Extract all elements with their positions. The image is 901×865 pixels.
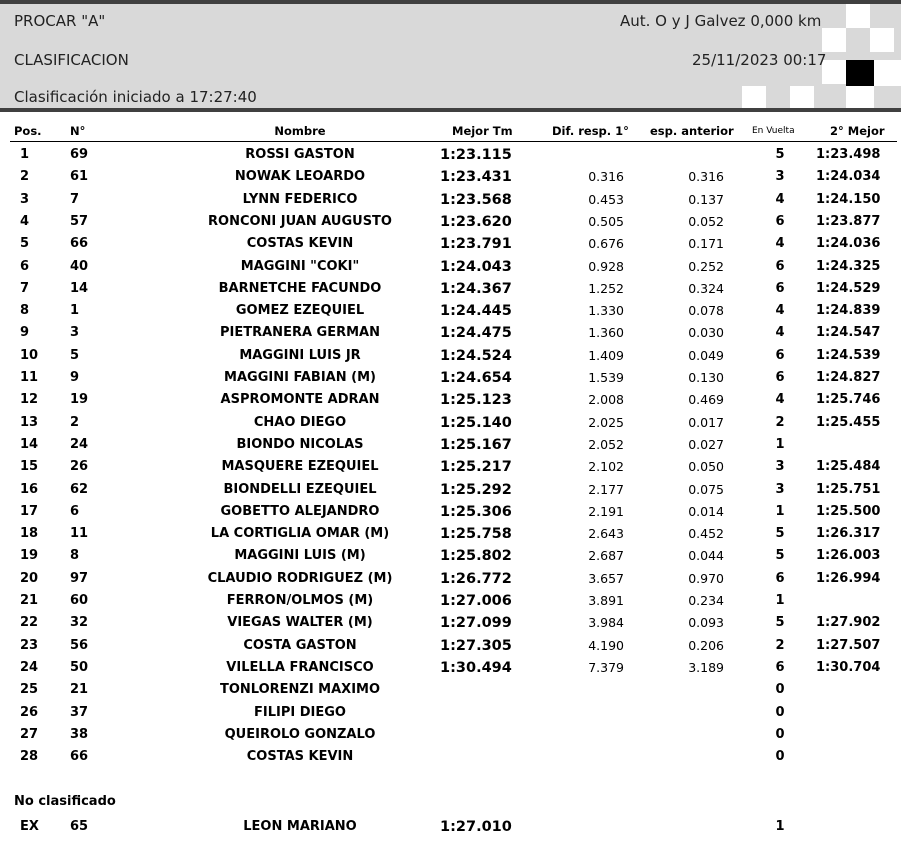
gap-first-cell: 0.316 <box>588 169 624 185</box>
car-number-cell: 5 <box>70 347 80 363</box>
second-best-cell: 1:24.839 <box>816 303 881 319</box>
gap-previous-cell: 0.030 <box>688 325 724 341</box>
gap-first-cell: 3.984 <box>588 615 624 631</box>
best-time-cell: 1:27.010 <box>440 819 512 835</box>
gap-first-cell: 0.505 <box>588 213 624 229</box>
table-row <box>0 144 901 166</box>
on-lap-cell: 5 <box>775 526 785 542</box>
table-row <box>0 256 901 278</box>
best-time-cell: 1:24.043 <box>440 258 512 275</box>
on-lap-cell: 2 <box>775 414 785 430</box>
car-number-cell: 38 <box>70 726 89 742</box>
gap-first-cell: 0.928 <box>588 258 624 274</box>
second-best-cell: 1:25.455 <box>816 414 881 430</box>
driver-name-cell: MAGGINI "COKI" <box>240 258 360 274</box>
gap-previous-cell: 0.017 <box>688 414 724 430</box>
position-cell: 21 <box>20 593 39 608</box>
second-best-cell: 1:26.994 <box>816 570 881 586</box>
on-lap-cell: 6 <box>775 280 785 296</box>
gap-previous-cell: 0.970 <box>688 570 724 586</box>
car-number-cell: 1 <box>70 303 80 319</box>
on-lap-cell: 6 <box>775 570 785 586</box>
second-best-cell: 1:25.746 <box>816 392 881 408</box>
best-time-cell: 1:27.305 <box>440 637 512 654</box>
position-cell: 20 <box>20 570 39 586</box>
on-lap-cell: 0 <box>775 682 785 698</box>
col-on-lap: En Vuelta <box>752 126 795 136</box>
on-lap-cell: 4 <box>775 303 785 319</box>
table-row <box>0 523 901 545</box>
table-row <box>0 456 901 478</box>
gap-previous-cell: 0.130 <box>688 370 724 385</box>
position-cell: 10 <box>20 347 39 363</box>
table-row <box>0 724 901 746</box>
position-cell: 26 <box>20 704 39 720</box>
driver-name-cell: RONCONI JUAN AUGUSTO <box>208 213 392 229</box>
on-lap-cell: 5 <box>775 548 785 564</box>
table-row <box>0 479 901 501</box>
car-number-cell: 32 <box>70 615 89 631</box>
position-cell: 1 <box>20 147 30 162</box>
table-row <box>0 679 901 701</box>
second-best-cell: 1:24.827 <box>816 370 881 385</box>
driver-name-cell: CHAO DIEGO <box>253 414 347 430</box>
table-row <box>0 545 901 567</box>
driver-name-cell: CLAUDIO RODRIGUEZ (M) <box>207 570 393 586</box>
best-time-cell: 1:24.475 <box>440 325 512 342</box>
table-row <box>0 389 901 411</box>
table-row <box>0 657 901 679</box>
report-header <box>0 0 901 112</box>
session-title: CLASIFICACION <box>14 51 129 69</box>
driver-name-cell: VILELLA FRANCISCO <box>226 659 374 675</box>
position-cell: 14 <box>20 436 39 452</box>
best-time-cell: 1:25.802 <box>440 548 512 565</box>
driver-name-cell: FILIPI DIEGO <box>254 704 346 720</box>
second-best-cell: 1:24.036 <box>816 236 881 252</box>
gap-first-cell: 2.008 <box>588 392 624 408</box>
table-row <box>0 233 901 255</box>
gap-first-cell: 7.379 <box>588 659 624 675</box>
gap-first-cell: 2.643 <box>588 526 624 542</box>
driver-name-cell: GOMEZ EZEQUIEL <box>235 303 365 319</box>
best-time-cell: 1:24.445 <box>440 303 512 320</box>
on-lap-cell: 5 <box>775 147 785 162</box>
table-row <box>0 300 901 322</box>
gap-first-cell: 2.191 <box>588 503 624 519</box>
driver-name-cell: MAGGINI LUIS (M) <box>234 548 366 564</box>
driver-name-cell: TONLORENZI MAXIMO <box>219 682 381 698</box>
gap-previous-cell: 0.234 <box>688 593 724 608</box>
gap-previous-cell: 0.014 <box>688 503 724 519</box>
best-time-cell: 1:27.099 <box>440 615 512 632</box>
position-cell: 13 <box>20 414 39 430</box>
on-lap-cell: 2 <box>775 637 785 653</box>
gap-previous-cell: 0.052 <box>688 213 724 229</box>
gap-previous-cell: 0.044 <box>688 548 724 564</box>
gap-previous-cell: 0.452 <box>688 526 724 542</box>
second-best-cell: 1:30.704 <box>816 659 881 675</box>
car-number-cell: 37 <box>70 704 89 720</box>
table-row <box>0 590 901 612</box>
table-row <box>0 189 901 211</box>
car-number-cell: 9 <box>70 370 80 385</box>
on-lap-cell: 0 <box>775 726 785 742</box>
table-row <box>0 568 901 590</box>
second-best-cell: 1:24.034 <box>816 169 881 185</box>
position-cell: 4 <box>20 213 30 229</box>
position-cell: 22 <box>20 615 39 631</box>
second-best-cell: 1:23.877 <box>816 213 881 229</box>
car-number-cell: 24 <box>70 436 89 452</box>
on-lap-cell: 6 <box>775 347 785 363</box>
table-row <box>0 412 901 434</box>
best-time-cell: 1:30.494 <box>440 659 512 676</box>
col-pos: Pos. <box>14 124 42 138</box>
gap-previous-cell: 0.075 <box>688 481 724 497</box>
gap-first-cell: 2.025 <box>588 414 624 430</box>
driver-name-cell: FERRON/OLMOS (M) <box>226 593 374 608</box>
not-classified-title: No clasificado <box>14 794 116 809</box>
best-time-cell: 1:25.217 <box>440 459 512 476</box>
on-lap-cell: 4 <box>775 325 785 341</box>
position-cell: 6 <box>20 258 30 274</box>
gap-first-cell: 2.177 <box>588 481 624 497</box>
col-gap-first: Dif. resp. 1° <box>552 124 629 138</box>
best-time-cell: 1:25.140 <box>440 414 512 431</box>
position-cell: 25 <box>20 682 39 698</box>
best-time-cell: 1:24.367 <box>440 280 512 297</box>
position-cell: EX <box>20 819 39 834</box>
table-row <box>0 746 901 768</box>
car-number-cell: 57 <box>70 213 89 229</box>
car-number-cell: 65 <box>70 819 89 834</box>
car-number-cell: 14 <box>70 280 89 296</box>
table-row <box>0 702 901 724</box>
col-name: Nombre <box>274 124 326 138</box>
position-cell: 18 <box>20 526 39 542</box>
gap-first-cell: 0.676 <box>588 236 624 252</box>
best-time-cell: 1:23.115 <box>440 147 512 163</box>
driver-name-cell: QUEIROLO GONZALO <box>224 726 376 742</box>
car-number-cell: 62 <box>70 481 89 497</box>
second-best-cell: 1:25.484 <box>816 459 881 475</box>
car-number-cell: 8 <box>70 548 80 564</box>
best-time-cell: 1:27.006 <box>440 593 512 609</box>
second-best-cell: 1:26.317 <box>816 526 881 542</box>
on-lap-cell: 4 <box>775 191 785 207</box>
car-number-cell: 6 <box>70 503 80 519</box>
second-best-cell: 1:25.751 <box>816 481 881 497</box>
report-datetime: 25/11/2023 00:17 <box>692 51 827 69</box>
gap-previous-cell: 0.078 <box>688 303 724 319</box>
best-time-cell: 1:23.791 <box>440 236 512 253</box>
best-time-cell: 1:23.568 <box>440 191 512 208</box>
driver-name-cell: GOBETTO ALEJANDRO <box>220 503 380 519</box>
position-cell: 23 <box>20 637 39 653</box>
on-lap-cell: 1 <box>775 503 785 519</box>
position-cell: 11 <box>20 370 39 385</box>
second-best-cell: 1:27.902 <box>816 615 881 631</box>
gap-first-cell: 0.453 <box>588 191 624 207</box>
on-lap-cell: 1 <box>775 436 785 452</box>
table-row <box>0 278 901 300</box>
gap-previous-cell: 0.137 <box>688 191 724 207</box>
driver-name-cell: VIEGAS WALTER (M) <box>227 615 373 631</box>
gap-previous-cell: 0.171 <box>688 236 724 252</box>
car-number-cell: 40 <box>70 258 89 274</box>
position-cell: 24 <box>20 659 39 675</box>
best-time-cell: 1:25.123 <box>440 392 512 409</box>
driver-name-cell: COSTAS KEVIN <box>246 749 354 765</box>
car-number-cell: 19 <box>70 392 89 408</box>
second-best-cell: 1:24.529 <box>816 280 881 296</box>
table-row <box>0 322 901 344</box>
position-cell: 8 <box>20 303 30 319</box>
best-time-cell: 1:25.167 <box>440 436 512 453</box>
header-bottom-border <box>0 108 901 112</box>
table-row <box>0 211 901 233</box>
driver-name-cell: MASQUERE EZEQUIEL <box>221 459 379 475</box>
best-time-cell: 1:23.431 <box>440 169 512 186</box>
driver-name-cell: LA CORTIGLIA OMAR (M) <box>210 526 390 542</box>
second-best-cell: 1:27.507 <box>816 637 881 653</box>
car-number-cell: 50 <box>70 659 89 675</box>
driver-name-cell: LEON MARIANO <box>243 819 357 834</box>
gap-previous-cell: 0.469 <box>688 392 724 408</box>
driver-name-cell: BIONDELLI EZEQUIEL <box>223 481 377 497</box>
on-lap-cell: 3 <box>775 481 785 497</box>
header-top-border <box>0 0 901 4</box>
gap-first-cell: 2.687 <box>588 548 624 564</box>
car-number-cell: 61 <box>70 169 89 185</box>
on-lap-cell: 4 <box>775 392 785 408</box>
header-divider <box>10 141 897 142</box>
driver-name-cell: NOWAK LEOARDO <box>234 169 366 185</box>
second-best-cell: 1:25.500 <box>816 503 881 519</box>
car-number-cell: 97 <box>70 570 89 586</box>
driver-name-cell: COSTA GASTON <box>243 637 357 653</box>
gap-previous-cell: 0.252 <box>688 258 724 274</box>
best-time-cell: 1:23.620 <box>440 213 512 230</box>
car-number-cell: 3 <box>70 325 80 341</box>
car-number-cell: 60 <box>70 593 89 608</box>
position-cell: 27 <box>20 726 39 742</box>
gap-previous-cell: 0.324 <box>688 280 724 296</box>
car-number-cell: 66 <box>70 236 89 252</box>
position-cell: 19 <box>20 548 39 564</box>
gap-previous-cell: 0.316 <box>688 169 724 185</box>
driver-name-cell: LYNN FEDERICO <box>242 191 358 207</box>
col-number: N° <box>70 124 86 138</box>
gap-first-cell: 2.102 <box>588 459 624 475</box>
second-best-cell: 1:24.547 <box>816 325 881 341</box>
on-lap-cell: 6 <box>775 659 785 675</box>
on-lap-cell: 6 <box>775 213 785 229</box>
driver-name-cell: PIETRANERA GERMAN <box>220 325 380 341</box>
driver-name-cell: MAGGINI LUIS JR <box>239 347 361 363</box>
second-best-cell: 1:26.003 <box>816 548 881 564</box>
car-number-cell: 7 <box>70 191 80 207</box>
car-number-cell: 69 <box>70 147 89 162</box>
gap-first-cell: 2.052 <box>588 436 624 452</box>
on-lap-cell: 6 <box>775 258 785 274</box>
gap-first-cell: 1.330 <box>588 303 624 319</box>
table-row <box>0 345 901 367</box>
position-cell: 5 <box>20 236 30 252</box>
second-best-cell: 1:24.150 <box>816 191 881 207</box>
gap-previous-cell: 0.206 <box>688 637 724 653</box>
position-cell: 28 <box>20 749 39 765</box>
on-lap-cell: 0 <box>775 749 785 765</box>
gap-first-cell: 3.657 <box>588 570 624 586</box>
on-lap-cell: 6 <box>775 370 785 385</box>
second-best-cell: 1:24.325 <box>816 258 881 274</box>
position-cell: 16 <box>20 481 39 497</box>
position-cell: 17 <box>20 503 39 519</box>
gap-previous-cell: 3.189 <box>688 659 724 675</box>
col-gap-previous: esp. anterior <box>650 124 734 138</box>
col-second-best: 2° Mejor <box>830 124 885 138</box>
gap-previous-cell: 0.093 <box>688 615 724 631</box>
session-start-time: Clasificación iniciado a 17:27:40 <box>14 88 257 106</box>
best-time-cell: 1:25.758 <box>440 526 512 543</box>
col-best-time: Mejor Tm <box>452 124 513 138</box>
position-cell: 3 <box>20 191 30 207</box>
driver-name-cell: ROSSI GASTON <box>245 147 355 162</box>
table-row <box>0 612 901 634</box>
position-cell: 12 <box>20 392 39 408</box>
position-cell: 15 <box>20 459 39 475</box>
circuit-name: Aut. O y J Galvez 0,000 km <box>620 12 822 30</box>
on-lap-cell: 3 <box>775 459 785 475</box>
position-cell: 2 <box>20 169 30 185</box>
car-number-cell: 21 <box>70 682 89 698</box>
driver-name-cell: BIONDO NICOLAS <box>236 436 364 452</box>
position-cell: 7 <box>20 280 30 296</box>
table-row <box>0 367 901 389</box>
car-number-cell: 11 <box>70 526 89 542</box>
gap-first-cell: 1.539 <box>588 370 624 385</box>
table-row <box>0 501 901 523</box>
gap-first-cell: 1.252 <box>588 280 624 296</box>
driver-name-cell: MAGGINI FABIAN (M) <box>224 370 376 385</box>
car-number-cell: 2 <box>70 414 80 430</box>
category-title: PROCAR "A" <box>14 12 106 30</box>
gap-previous-cell: 0.050 <box>688 459 724 475</box>
on-lap-cell: 4 <box>775 236 785 252</box>
on-lap-cell: 0 <box>775 704 785 720</box>
gap-previous-cell: 0.049 <box>688 347 724 363</box>
best-time-cell: 1:24.524 <box>440 347 512 364</box>
table-row <box>0 166 901 188</box>
gap-first-cell: 1.360 <box>588 325 624 341</box>
table-row <box>0 816 901 838</box>
driver-name-cell: BARNETCHE FACUNDO <box>218 280 382 296</box>
gap-first-cell: 3.891 <box>588 593 624 608</box>
driver-name-cell: COSTAS KEVIN <box>246 236 354 252</box>
on-lap-cell: 1 <box>775 593 785 608</box>
position-cell: 9 <box>20 325 30 341</box>
second-best-cell: 1:23.498 <box>816 147 881 162</box>
car-number-cell: 66 <box>70 749 89 765</box>
gap-first-cell: 4.190 <box>588 637 624 653</box>
table-row <box>0 434 901 456</box>
table-row <box>0 635 901 657</box>
best-time-cell: 1:25.306 <box>440 503 512 520</box>
second-best-cell: 1:24.539 <box>816 347 881 363</box>
on-lap-cell: 5 <box>775 615 785 631</box>
best-time-cell: 1:25.292 <box>440 481 512 498</box>
on-lap-cell: 1 <box>775 819 785 834</box>
car-number-cell: 26 <box>70 459 89 475</box>
gap-previous-cell: 0.027 <box>688 436 724 452</box>
driver-name-cell: ASPROMONTE ADRAN <box>220 392 380 408</box>
best-time-cell: 1:26.772 <box>440 570 512 587</box>
car-number-cell: 56 <box>70 637 89 653</box>
best-time-cell: 1:24.654 <box>440 370 512 386</box>
on-lap-cell: 3 <box>775 169 785 185</box>
gap-first-cell: 1.409 <box>588 347 624 363</box>
